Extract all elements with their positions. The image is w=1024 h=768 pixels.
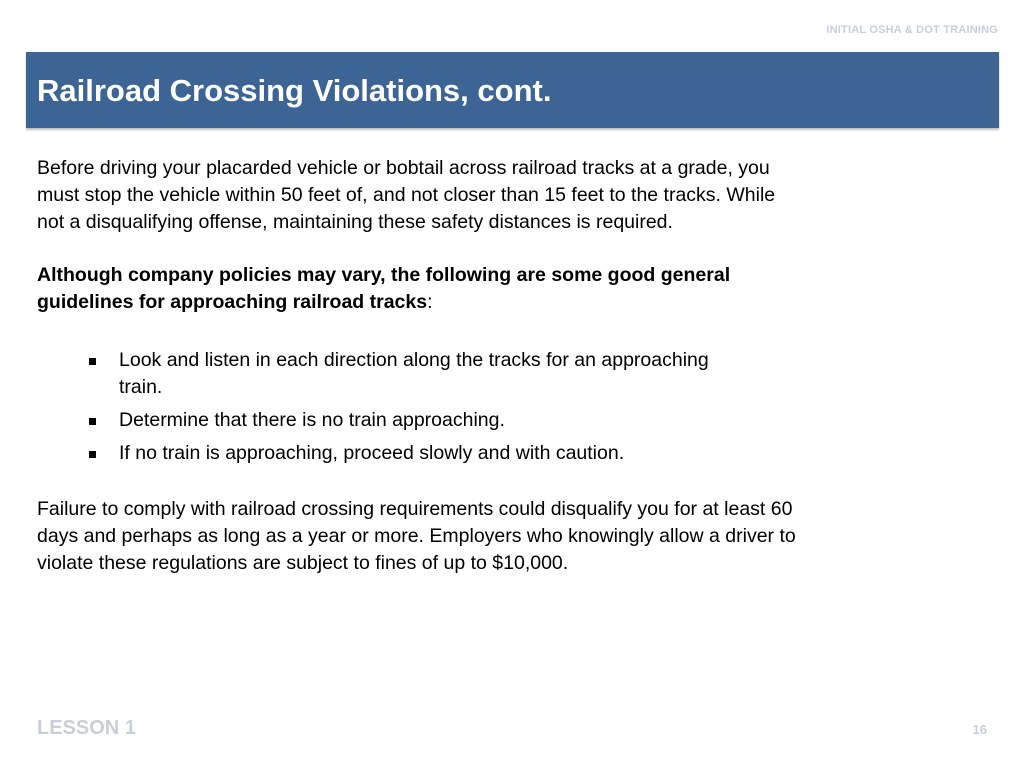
penalty-paragraph: Failure to comply with railroad crossing requirements could disqualify you for at least 60 days and perhaps as long as a year or more. Employers who knowingly allow a driver to violate these regulations are subject to fines of up to $10,000. — [37, 498, 796, 574]
list-item — [37, 347, 719, 401]
guidelines-list — [37, 347, 797, 467]
footer-lesson-label: LESSON 1 — [37, 717, 136, 739]
square-bullet-icon — [89, 358, 96, 365]
square-bullet-icon — [89, 451, 96, 458]
slide-content — [37, 155, 797, 577]
list-item-text: Determine that there is no train approaching. — [119, 409, 505, 431]
guidelines-intro-colon: : — [427, 291, 433, 313]
intro-paragraph: Before driving your placarded vehicle or bobtail across railroad tracks at a grade, you must stop the vehicle within 50 feet of, and not closer than 15 feet to the tracks. While not a disqualifying offense, maintaining these safety distances is required. — [37, 157, 776, 233]
header-course-label: INITIAL OSHA & DOT TRAINING — [826, 24, 998, 36]
list-item-text: Look and listen in each direction along the tracks for an approaching train. — [119, 349, 709, 398]
list-item-text: If no train is approaching, proceed slowly and with caution. — [119, 442, 625, 464]
list-item — [37, 440, 719, 467]
guidelines-intro — [37, 262, 797, 316]
list-item — [37, 407, 719, 434]
guidelines-intro-bold: Although company policies may vary, the following are some good general guidelines for approaching railroad tracks — [37, 264, 731, 313]
slide-title: Railroad Crossing Violations, cont. — [37, 73, 552, 108]
title-bar — [26, 52, 999, 128]
page-number: 16 — [972, 722, 987, 737]
square-bullet-icon — [89, 418, 96, 425]
